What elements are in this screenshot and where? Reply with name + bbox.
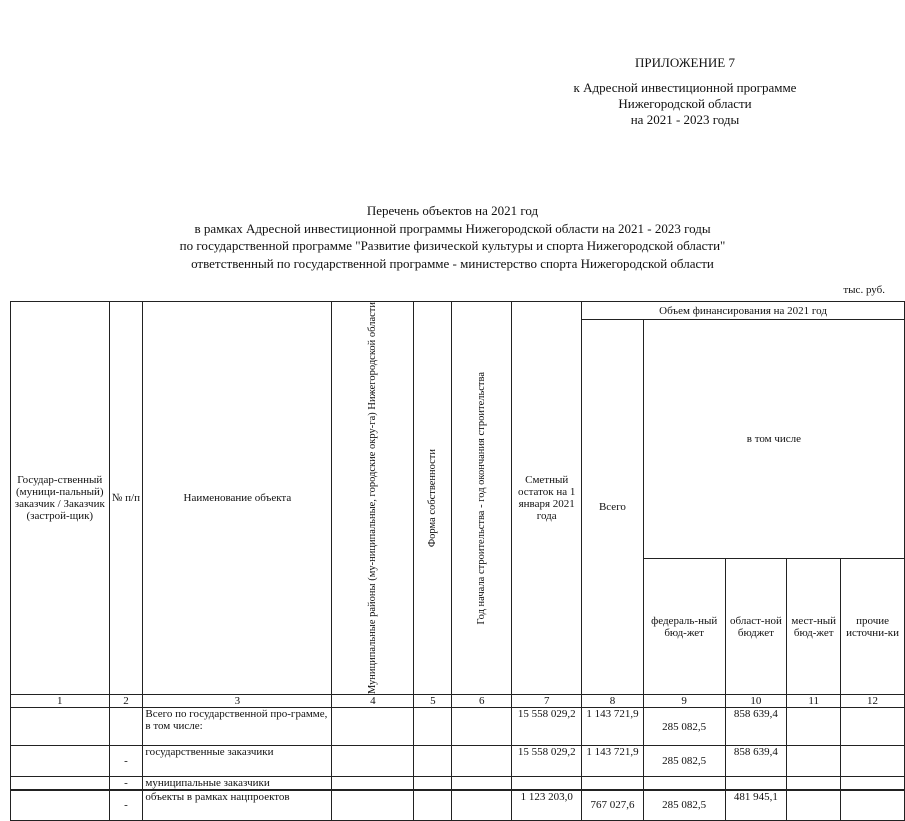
column-number-row bbox=[11, 695, 905, 708]
row-balance: 1 123 203,0 bbox=[512, 790, 582, 820]
table-row bbox=[11, 790, 905, 820]
header-districts-text: Муниципальные районы (му-ниципальные, городские окру-га) Нижегородской области bbox=[367, 302, 379, 695]
appendix-heading: ПРИЛОЖЕНИЕ 7 bbox=[635, 55, 735, 70]
row-local bbox=[787, 777, 841, 791]
row-total: 767 027,6 bbox=[582, 790, 644, 820]
row-balance bbox=[512, 777, 582, 791]
column-number: 2 bbox=[109, 695, 143, 708]
row-other bbox=[841, 777, 905, 791]
row-federal: 285 082,5 bbox=[643, 708, 725, 746]
appendix-line: к Адресной инвестиционной программе bbox=[573, 80, 797, 95]
header-ownership-text: Форма собственности bbox=[427, 448, 439, 548]
row-local bbox=[787, 708, 841, 746]
appendix-block bbox=[555, 55, 815, 128]
row-total bbox=[582, 777, 644, 791]
row-number bbox=[109, 708, 143, 746]
row-other bbox=[841, 746, 905, 777]
column-number: 5 bbox=[414, 695, 452, 708]
row-name: объекты в рамках нацпроектов bbox=[143, 790, 332, 820]
row-balance: 15 558 029,2 bbox=[512, 746, 582, 777]
column-number: 6 bbox=[452, 695, 512, 708]
row-number: - bbox=[109, 790, 143, 820]
table-row bbox=[11, 708, 905, 746]
row-local bbox=[787, 746, 841, 777]
table-row bbox=[11, 777, 905, 791]
document-title bbox=[0, 202, 905, 272]
appendix-line: Нижегородской области bbox=[618, 96, 752, 111]
objects-table bbox=[10, 301, 905, 821]
title-line: в рамках Адресной инвестиционной программы Нижегородской области на 2021 - 2023 годы bbox=[194, 220, 711, 236]
column-number: 1 bbox=[11, 695, 110, 708]
row-balance: 15 558 029,2 bbox=[512, 708, 582, 746]
header-federal: федераль-ный бюд-жет bbox=[643, 559, 725, 695]
header-funding: Объем финансирования на 2021 год bbox=[582, 302, 905, 320]
row-name: государственные заказчики bbox=[143, 746, 332, 777]
row-regional bbox=[725, 777, 787, 791]
header-balance: Сметный остаток на 1 января 2021 года bbox=[512, 302, 582, 695]
column-number: 12 bbox=[841, 695, 905, 708]
column-number: 4 bbox=[332, 695, 414, 708]
header-ownership bbox=[414, 302, 452, 695]
header-local: мест-ный бюд-жет bbox=[787, 559, 841, 695]
header-years bbox=[452, 302, 512, 695]
row-name: Всего по государственной про-грамме, в том числе: bbox=[143, 708, 332, 746]
row-regional: 858 639,4 bbox=[725, 746, 787, 777]
row-other bbox=[841, 790, 905, 820]
header-years-text: Год начала строительства - год окончания строительства bbox=[476, 371, 488, 625]
title-line: ответственный по государственной программе - министерство спорта Нижегородской области bbox=[191, 255, 714, 271]
row-total: 1 143 721,9 bbox=[582, 708, 644, 746]
header-number: № п/п bbox=[109, 302, 143, 695]
column-number: 11 bbox=[787, 695, 841, 708]
row-total: 1 143 721,9 bbox=[582, 746, 644, 777]
header-including: в том числе bbox=[643, 320, 904, 559]
row-federal bbox=[643, 777, 725, 791]
column-number: 8 bbox=[582, 695, 644, 708]
column-number: 9 bbox=[643, 695, 725, 708]
header-regional: област-ной бюджет bbox=[725, 559, 787, 695]
header-other: прочие источни-ки bbox=[841, 559, 905, 695]
header-districts bbox=[332, 302, 414, 695]
header-total: Всего bbox=[582, 320, 644, 695]
row-regional: 858 639,4 bbox=[725, 708, 787, 746]
row-local bbox=[787, 790, 841, 820]
row-regional: 481 945,1 bbox=[725, 790, 787, 820]
column-number: 10 bbox=[725, 695, 787, 708]
header-object-name: Наименование объекта bbox=[143, 302, 332, 695]
row-number: - bbox=[109, 746, 143, 777]
column-number: 3 bbox=[143, 695, 332, 708]
row-federal: 285 082,5 bbox=[643, 746, 725, 777]
appendix-line: на 2021 - 2023 годы bbox=[630, 112, 740, 127]
row-federal: 285 082,5 bbox=[643, 790, 725, 820]
row-name: муниципальные заказчики bbox=[143, 777, 332, 791]
column-number: 7 bbox=[512, 695, 582, 708]
row-other bbox=[841, 708, 905, 746]
title-line: по государственной программе "Развитие физической культуры и спорта Нижегородской области" bbox=[179, 238, 726, 253]
row-number: - bbox=[109, 777, 143, 791]
title-line: Перечень объектов на 2021 год bbox=[366, 203, 539, 218]
unit-label: тыс. руб. bbox=[843, 284, 885, 296]
header-customer: Государ-ственный (муници-пальный) заказчик / Заказчик (застрой-щик) bbox=[11, 302, 110, 695]
table-row bbox=[11, 746, 905, 777]
